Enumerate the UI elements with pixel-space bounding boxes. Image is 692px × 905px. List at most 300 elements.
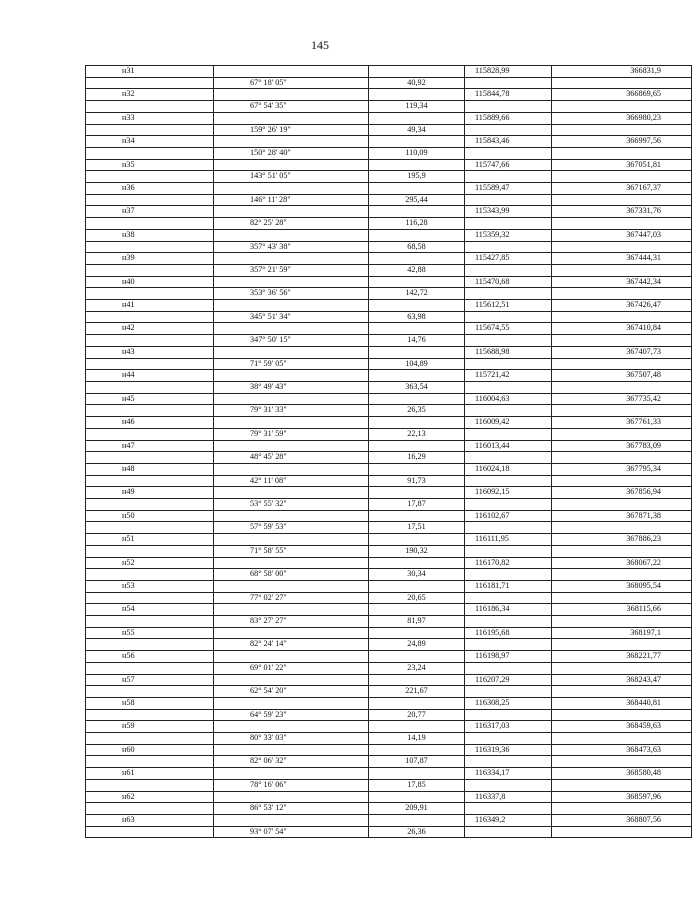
segment-row — [86, 569, 692, 581]
empty-cell — [86, 194, 214, 206]
empty-cell — [369, 463, 465, 475]
empty-cell — [552, 311, 692, 323]
empty-cell — [369, 580, 465, 592]
point-id-cell: н57 — [86, 674, 214, 686]
empty-cell — [86, 171, 214, 183]
empty-cell — [214, 815, 369, 827]
empty-cell — [214, 440, 369, 452]
distance-cell: 49,34 — [369, 124, 465, 136]
coordinate-x-cell: 116024,18 — [465, 463, 552, 475]
empty-cell — [552, 288, 692, 300]
empty-cell — [552, 124, 692, 136]
empty-cell — [86, 452, 214, 464]
direction-angle-cell: 78° 16' 06" — [214, 779, 369, 791]
empty-cell — [214, 183, 369, 195]
empty-cell — [465, 662, 552, 674]
empty-cell — [465, 358, 552, 370]
coordinate-y-cell: 368115,66 — [552, 604, 692, 616]
empty-cell — [465, 522, 552, 534]
coordinate-y-cell: 367783,09 — [552, 440, 692, 452]
direction-angle-cell: 68° 58' 00" — [214, 569, 369, 581]
segment-row — [86, 639, 692, 651]
empty-cell — [86, 569, 214, 581]
distance-cell: 17,51 — [369, 522, 465, 534]
empty-cell — [552, 499, 692, 511]
point-id-cell: н51 — [86, 534, 214, 546]
empty-cell — [214, 604, 369, 616]
point-row — [86, 136, 692, 148]
segment-row — [86, 381, 692, 393]
page-number: 145 — [311, 38, 329, 52]
point-row — [86, 440, 692, 452]
empty-cell — [465, 592, 552, 604]
direction-angle-cell: 353° 36' 56" — [214, 288, 369, 300]
distance-cell: 24,89 — [369, 639, 465, 651]
coordinate-y-cell: 368221,77 — [552, 651, 692, 663]
empty-cell — [552, 662, 692, 674]
point-id-cell: н37 — [86, 206, 214, 218]
point-row — [86, 417, 692, 429]
coordinate-x-cell: 115721,42 — [465, 370, 552, 382]
distance-cell: 119,34 — [369, 101, 465, 113]
point-id-cell: н33 — [86, 112, 214, 124]
segment-row — [86, 826, 692, 838]
empty-cell — [86, 218, 214, 230]
empty-cell — [552, 218, 692, 230]
empty-cell — [465, 381, 552, 393]
direction-angle-cell: 345° 51' 34" — [214, 311, 369, 323]
empty-cell — [465, 452, 552, 464]
distance-cell: 104,89 — [369, 358, 465, 370]
coordinate-y-cell: 367856,94 — [552, 487, 692, 499]
empty-cell — [86, 592, 214, 604]
direction-angle-cell: 146° 11' 28" — [214, 194, 369, 206]
point-row — [86, 183, 692, 195]
coordinate-y-cell: 367051,81 — [552, 159, 692, 171]
point-row — [86, 697, 692, 709]
point-row — [86, 229, 692, 241]
point-id-cell: н46 — [86, 417, 214, 429]
point-row — [86, 276, 692, 288]
empty-cell — [552, 522, 692, 534]
segment-row — [86, 358, 692, 370]
empty-cell — [465, 77, 552, 89]
direction-angle-cell: 80° 33' 03" — [214, 733, 369, 745]
segment-row — [86, 709, 692, 721]
direction-angle-cell: 86° 53' 12" — [214, 803, 369, 815]
empty-cell — [552, 241, 692, 253]
coordinate-x-cell: 116181,71 — [465, 580, 552, 592]
empty-cell — [86, 475, 214, 487]
direction-angle-cell: 159° 26' 19" — [214, 124, 369, 136]
empty-cell — [86, 124, 214, 136]
empty-cell — [552, 101, 692, 113]
empty-cell — [465, 405, 552, 417]
segment-row — [86, 428, 692, 440]
empty-cell — [465, 475, 552, 487]
empty-cell — [369, 183, 465, 195]
coordinate-y-cell: 367331,76 — [552, 206, 692, 218]
empty-cell — [552, 686, 692, 698]
empty-cell — [369, 440, 465, 452]
segment-row — [86, 218, 692, 230]
empty-cell — [369, 159, 465, 171]
empty-cell — [465, 288, 552, 300]
coordinate-x-cell: 116009,42 — [465, 417, 552, 429]
empty-cell — [369, 510, 465, 522]
empty-cell — [369, 627, 465, 639]
coordinate-x-cell: 116207,29 — [465, 674, 552, 686]
point-row — [86, 370, 692, 382]
direction-angle-cell: 48° 45' 28" — [214, 452, 369, 464]
point-id-cell: н61 — [86, 768, 214, 780]
point-row — [86, 253, 692, 265]
empty-cell — [465, 428, 552, 440]
empty-cell — [86, 381, 214, 393]
coordinate-x-cell: 116092,15 — [465, 487, 552, 499]
point-id-cell: н34 — [86, 136, 214, 148]
coordinate-x-cell: 115843,46 — [465, 136, 552, 148]
point-row — [86, 300, 692, 312]
empty-cell — [465, 264, 552, 276]
point-id-cell: н52 — [86, 557, 214, 569]
point-row — [86, 580, 692, 592]
empty-cell — [369, 791, 465, 803]
direction-angle-cell: 347° 50' 15" — [214, 335, 369, 347]
coordinates-table — [85, 65, 692, 838]
empty-cell — [552, 264, 692, 276]
empty-cell — [214, 136, 369, 148]
point-id-cell: н50 — [86, 510, 214, 522]
point-row — [86, 66, 692, 78]
coordinate-y-cell: 367886,23 — [552, 534, 692, 546]
coordinate-y-cell: 367871,38 — [552, 510, 692, 522]
coordinate-y-cell: 367410,84 — [552, 323, 692, 335]
distance-cell: 42,88 — [369, 264, 465, 276]
empty-cell — [86, 803, 214, 815]
coordinate-x-cell: 115674,55 — [465, 323, 552, 335]
direction-angle-cell: 69° 01' 22" — [214, 662, 369, 674]
coordinate-x-cell: 115828,99 — [465, 66, 552, 78]
coordinate-y-cell: 367735,42 — [552, 393, 692, 405]
empty-cell — [214, 370, 369, 382]
distance-cell: 142,72 — [369, 288, 465, 300]
empty-cell — [465, 686, 552, 698]
empty-cell — [369, 323, 465, 335]
distance-cell: 81,97 — [369, 616, 465, 628]
direction-angle-cell: 57° 59' 53" — [214, 522, 369, 534]
coordinate-x-cell: 115343,99 — [465, 206, 552, 218]
empty-cell — [86, 405, 214, 417]
coordinate-x-cell: 115427,85 — [465, 253, 552, 265]
distance-cell: 195,9 — [369, 171, 465, 183]
distance-cell: 91,73 — [369, 475, 465, 487]
empty-cell — [465, 171, 552, 183]
direction-angle-cell: 42° 11' 08" — [214, 475, 369, 487]
empty-cell — [86, 662, 214, 674]
empty-cell — [214, 510, 369, 522]
coordinate-y-cell: 366980,23 — [552, 112, 692, 124]
distance-cell: 22,13 — [369, 428, 465, 440]
distance-cell: 209,91 — [369, 803, 465, 815]
segment-row — [86, 311, 692, 323]
empty-cell — [465, 499, 552, 511]
coordinate-x-cell: 116013,44 — [465, 440, 552, 452]
empty-cell — [369, 206, 465, 218]
point-id-cell: н35 — [86, 159, 214, 171]
empty-cell — [465, 756, 552, 768]
distance-cell: 363,54 — [369, 381, 465, 393]
point-id-cell: н59 — [86, 721, 214, 733]
point-id-cell: н55 — [86, 627, 214, 639]
empty-cell — [86, 616, 214, 628]
empty-cell — [552, 545, 692, 557]
point-id-cell: н31 — [86, 66, 214, 78]
empty-cell — [214, 276, 369, 288]
coordinate-y-cell: 367507,48 — [552, 370, 692, 382]
segment-row — [86, 335, 692, 347]
coordinate-y-cell: 367795,34 — [552, 463, 692, 475]
empty-cell — [214, 580, 369, 592]
coordinate-y-cell: 367407,73 — [552, 346, 692, 358]
distance-cell: 26,35 — [369, 405, 465, 417]
empty-cell — [86, 639, 214, 651]
empty-cell — [214, 206, 369, 218]
point-row — [86, 159, 692, 171]
point-id-cell: н36 — [86, 183, 214, 195]
segment-row — [86, 405, 692, 417]
coordinate-y-cell: 368440,81 — [552, 697, 692, 709]
coordinate-y-cell: 367426,47 — [552, 300, 692, 312]
direction-angle-cell: 62° 54' 20" — [214, 686, 369, 698]
distance-cell: 68,58 — [369, 241, 465, 253]
coordinate-y-cell: 366997,56 — [552, 136, 692, 148]
empty-cell — [214, 627, 369, 639]
point-row — [86, 112, 692, 124]
empty-cell — [214, 323, 369, 335]
empty-cell — [465, 803, 552, 815]
empty-cell — [86, 147, 214, 159]
empty-cell — [86, 522, 214, 534]
empty-cell — [369, 136, 465, 148]
coordinate-y-cell: 368095,54 — [552, 580, 692, 592]
point-id-cell: н53 — [86, 580, 214, 592]
empty-cell — [552, 475, 692, 487]
empty-cell — [214, 159, 369, 171]
empty-cell — [86, 545, 214, 557]
empty-cell — [552, 194, 692, 206]
segment-row — [86, 241, 692, 253]
coordinate-x-cell: 116004,63 — [465, 393, 552, 405]
empty-cell — [369, 112, 465, 124]
coordinate-x-cell: 116334,17 — [465, 768, 552, 780]
empty-cell — [86, 499, 214, 511]
coordinate-x-cell: 115688,98 — [465, 346, 552, 358]
segment-row — [86, 545, 692, 557]
empty-cell — [552, 171, 692, 183]
segment-row — [86, 592, 692, 604]
coordinate-x-cell: 116317,03 — [465, 721, 552, 733]
point-id-cell: н54 — [86, 604, 214, 616]
distance-cell: 20,77 — [369, 709, 465, 721]
direction-angle-cell: 79° 31' 33" — [214, 405, 369, 417]
empty-cell — [86, 264, 214, 276]
direction-angle-cell: 64° 59' 23" — [214, 709, 369, 721]
direction-angle-cell: 71° 58' 55" — [214, 545, 369, 557]
coordinate-x-cell: 116102,67 — [465, 510, 552, 522]
empty-cell — [552, 569, 692, 581]
coordinate-x-cell: 115747,66 — [465, 159, 552, 171]
coordinate-y-cell: 366831,9 — [552, 66, 692, 78]
distance-cell: 14,76 — [369, 335, 465, 347]
coordinate-x-cell: 116186,34 — [465, 604, 552, 616]
empty-cell — [369, 393, 465, 405]
empty-cell — [214, 744, 369, 756]
segment-row — [86, 756, 692, 768]
empty-cell — [86, 779, 214, 791]
coordinate-y-cell: 367442,34 — [552, 276, 692, 288]
empty-cell — [465, 101, 552, 113]
coordinate-y-cell: 368459,63 — [552, 721, 692, 733]
direction-angle-cell: 53° 55' 32" — [214, 499, 369, 511]
empty-cell — [214, 487, 369, 499]
segment-row — [86, 288, 692, 300]
distance-cell: 107,87 — [369, 756, 465, 768]
segment-row — [86, 124, 692, 136]
segment-row — [86, 194, 692, 206]
point-row — [86, 393, 692, 405]
point-id-cell: н49 — [86, 487, 214, 499]
empty-cell — [465, 194, 552, 206]
coordinate-x-cell: 115359,32 — [465, 229, 552, 241]
empty-cell — [369, 815, 465, 827]
empty-cell — [369, 89, 465, 101]
empty-cell — [552, 452, 692, 464]
empty-cell — [86, 686, 214, 698]
coordinate-y-cell: 367447,03 — [552, 229, 692, 241]
direction-angle-cell: 77° 02' 27" — [214, 592, 369, 604]
coordinate-y-cell: 368597,96 — [552, 791, 692, 803]
empty-cell — [214, 229, 369, 241]
coordinate-x-cell: 116195,68 — [465, 627, 552, 639]
empty-cell — [369, 674, 465, 686]
empty-cell — [86, 335, 214, 347]
empty-cell — [369, 744, 465, 756]
coordinate-x-cell: 115589,47 — [465, 183, 552, 195]
empty-cell — [465, 311, 552, 323]
segment-row — [86, 616, 692, 628]
segment-row — [86, 264, 692, 276]
distance-cell: 40,92 — [369, 77, 465, 89]
empty-cell — [552, 381, 692, 393]
empty-cell — [369, 721, 465, 733]
empty-cell — [552, 335, 692, 347]
empty-cell — [369, 346, 465, 358]
empty-cell — [214, 66, 369, 78]
segment-row — [86, 452, 692, 464]
segment-row — [86, 662, 692, 674]
empty-cell — [86, 428, 214, 440]
empty-cell — [465, 826, 552, 838]
coordinate-x-cell: 116337,8 — [465, 791, 552, 803]
point-id-cell: н47 — [86, 440, 214, 452]
point-row — [86, 627, 692, 639]
coordinate-y-cell: 368197,1 — [552, 627, 692, 639]
coordinate-x-cell: 116308,25 — [465, 697, 552, 709]
empty-cell — [214, 112, 369, 124]
coordinates-table-body — [86, 66, 692, 838]
coordinate-y-cell: 368243,47 — [552, 674, 692, 686]
empty-cell — [552, 779, 692, 791]
coordinate-x-cell: 116319,36 — [465, 744, 552, 756]
empty-cell — [214, 674, 369, 686]
coordinate-x-cell: 115889,66 — [465, 112, 552, 124]
coordinate-x-cell: 116111,95 — [465, 534, 552, 546]
empty-cell — [465, 616, 552, 628]
empty-cell — [86, 358, 214, 370]
point-row — [86, 674, 692, 686]
empty-cell — [552, 358, 692, 370]
segment-row — [86, 733, 692, 745]
empty-cell — [369, 253, 465, 265]
empty-cell — [552, 733, 692, 745]
empty-cell — [552, 803, 692, 815]
empty-cell — [369, 487, 465, 499]
coordinate-x-cell: 116198,97 — [465, 651, 552, 663]
point-row — [86, 768, 692, 780]
empty-cell — [214, 697, 369, 709]
distance-cell: 14,19 — [369, 733, 465, 745]
point-id-cell: н60 — [86, 744, 214, 756]
point-row — [86, 487, 692, 499]
coordinate-x-cell: 115844,78 — [465, 89, 552, 101]
distance-cell: 30,34 — [369, 569, 465, 581]
coordinate-y-cell: 368067,22 — [552, 557, 692, 569]
point-row — [86, 604, 692, 616]
direction-angle-cell: 38° 49' 43" — [214, 381, 369, 393]
segment-row — [86, 147, 692, 159]
distance-cell: 17,85 — [369, 779, 465, 791]
direction-angle-cell: 83° 27' 27" — [214, 616, 369, 628]
distance-cell: 116,28 — [369, 218, 465, 230]
empty-cell — [214, 89, 369, 101]
empty-cell — [214, 346, 369, 358]
point-row — [86, 323, 692, 335]
empty-cell — [369, 534, 465, 546]
empty-cell — [552, 756, 692, 768]
segment-row — [86, 171, 692, 183]
coordinate-y-cell: 367444,31 — [552, 253, 692, 265]
point-row — [86, 89, 692, 101]
segment-row — [86, 522, 692, 534]
empty-cell — [369, 697, 465, 709]
direction-angle-cell: 357° 43' 38" — [214, 241, 369, 253]
empty-cell — [86, 709, 214, 721]
distance-cell: 26,36 — [369, 826, 465, 838]
coordinate-y-cell: 368807,56 — [552, 815, 692, 827]
direction-angle-cell: 150° 28' 40" — [214, 147, 369, 159]
empty-cell — [86, 311, 214, 323]
empty-cell — [369, 557, 465, 569]
empty-cell — [86, 288, 214, 300]
point-id-cell: н32 — [86, 89, 214, 101]
empty-cell — [86, 241, 214, 253]
direction-angle-cell: 71° 59' 05" — [214, 358, 369, 370]
empty-cell — [369, 768, 465, 780]
segment-row — [86, 101, 692, 113]
direction-angle-cell: 82° 06' 32" — [214, 756, 369, 768]
distance-cell: 20,65 — [369, 592, 465, 604]
